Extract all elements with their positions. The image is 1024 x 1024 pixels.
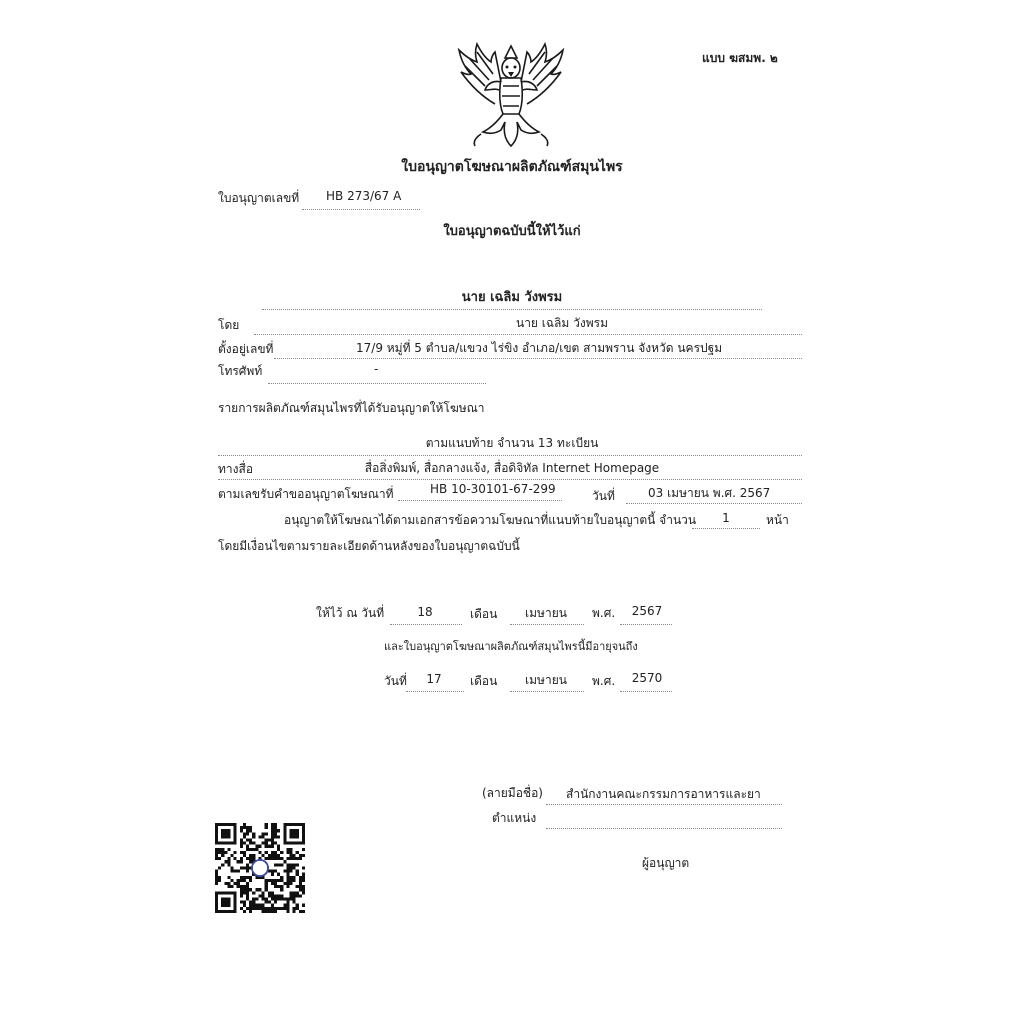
- form-code: แบบ ฆสมพ. ๒: [702, 51, 778, 65]
- approval-unit: หน้า: [766, 513, 789, 527]
- signature-underline: [546, 804, 782, 805]
- position-underline: [546, 828, 782, 829]
- expiry-month-label: เดือน: [470, 674, 498, 688]
- license-no-underline: [302, 209, 420, 210]
- expiry-day-underline: [406, 691, 464, 692]
- position-label: ตำแหน่ง: [492, 811, 537, 825]
- signature-label: (ลายมือชื่อ): [482, 786, 543, 800]
- request-value: HB 10-30101-67-299: [430, 482, 556, 496]
- issued-day-underline: [390, 624, 462, 625]
- qr-code: [215, 823, 305, 913]
- by-value: นาย เฉลิม วังพรม: [515, 316, 608, 330]
- media-underline: [218, 479, 802, 480]
- expiry-year: 2570: [631, 671, 663, 685]
- qr-code-graphic: [215, 823, 305, 913]
- expiry-month-underline: [510, 691, 584, 692]
- by-label: โดย: [218, 318, 240, 332]
- expiry-day: 17: [426, 672, 442, 686]
- media-value: สื่อสิ่งพิมพ์, สื่อกลางแจ้ง, สื่อดิจิทัล Internet Homepage: [364, 461, 660, 475]
- by-underline: [254, 334, 802, 335]
- approval-pages: 1: [722, 511, 730, 525]
- issued-month-label: เดือน: [470, 607, 498, 621]
- garuda-emblem: [455, 42, 567, 148]
- issued-month-underline: [510, 624, 584, 625]
- conditions-text: โดยมีเงื่อนไขตามรายละเอียดด้านหลังของใบอนุญาตฉบับนี้: [218, 539, 520, 553]
- address-value: 17/9 หมู่ที่ 5 ตำบล/แขวง ไร่ขิง อำเภอ/เขต สามพราน จังหวัด นครปฐม: [356, 341, 723, 355]
- expiry-year-underline: [620, 691, 672, 692]
- licensee-name-underline: [262, 309, 762, 310]
- expiry-month: เมษายน: [525, 673, 567, 687]
- licensee-name: นาย เฉลิม วังพรม: [461, 290, 563, 305]
- request-date-label: วันที่: [592, 489, 615, 503]
- issued-year-underline: [620, 624, 672, 625]
- licensor-role: ผู้อนุญาต: [642, 856, 690, 870]
- issued-day: 18: [417, 605, 433, 619]
- issued-month: เมษายน: [525, 606, 567, 620]
- license-no-value: HB 273/67 A: [326, 189, 402, 203]
- expiry-date-label: วันที่: [384, 674, 407, 688]
- address-label: ตั้งอยู่เลขที่: [218, 342, 274, 356]
- license-no-label: ใบอนุญาตเลขที่: [218, 191, 300, 205]
- garuda-emblem-graphic: [455, 42, 567, 148]
- phone-label: โทรศัพท์: [218, 364, 263, 378]
- products-underline: [218, 455, 802, 456]
- signature-value: สำนักงานคณะกรรมการอาหารและยา: [566, 787, 761, 801]
- phone-underline: [268, 383, 486, 384]
- media-label: ทางสื่อ: [218, 462, 254, 476]
- request-date-underline: [626, 503, 802, 504]
- issued-year: 2567: [631, 604, 663, 618]
- request-date-value: 03 เมษายน พ.ศ. 2567: [648, 486, 771, 500]
- approval-pages-underline: [692, 528, 760, 529]
- expiry-year-label: พ.ศ.: [592, 674, 616, 688]
- phone-value: -: [374, 362, 379, 376]
- address-underline: [274, 358, 802, 359]
- issued-year-label: พ.ศ.: [592, 606, 616, 620]
- request-underline: [398, 500, 562, 501]
- issued-to-heading: ใบอนุญาตฉบับนี้ให้ไว้แก่: [443, 224, 581, 239]
- document-title: ใบอนุญาตโฆษณาผลิตภัณฑ์สมุนไพร: [401, 159, 623, 175]
- request-label: ตามเลขรับคำขออนุญาตโฆษณาที่: [218, 487, 394, 501]
- expiry-text: และใบอนุญาตโฆษณาผลิตภัณฑ์สมุนไพรนี้มีอายุจนถึง: [384, 640, 638, 653]
- products-value: ตามแนบท้าย จำนวน 13 ทะเบียน: [425, 436, 599, 450]
- approval-text: อนุญาตให้โฆษณาได้ตามเอกสารข้อความโฆษณาที่แนบท้ายใบอนุญาตนี้ จำนวน: [284, 513, 697, 527]
- issued-date-label: ให้ไว้ ณ วันที่: [316, 606, 385, 620]
- products-heading: รายการผลิตภัณฑ์สมุนไพรที่ได้รับอนุญาตให้โฆษณา: [218, 401, 485, 415]
